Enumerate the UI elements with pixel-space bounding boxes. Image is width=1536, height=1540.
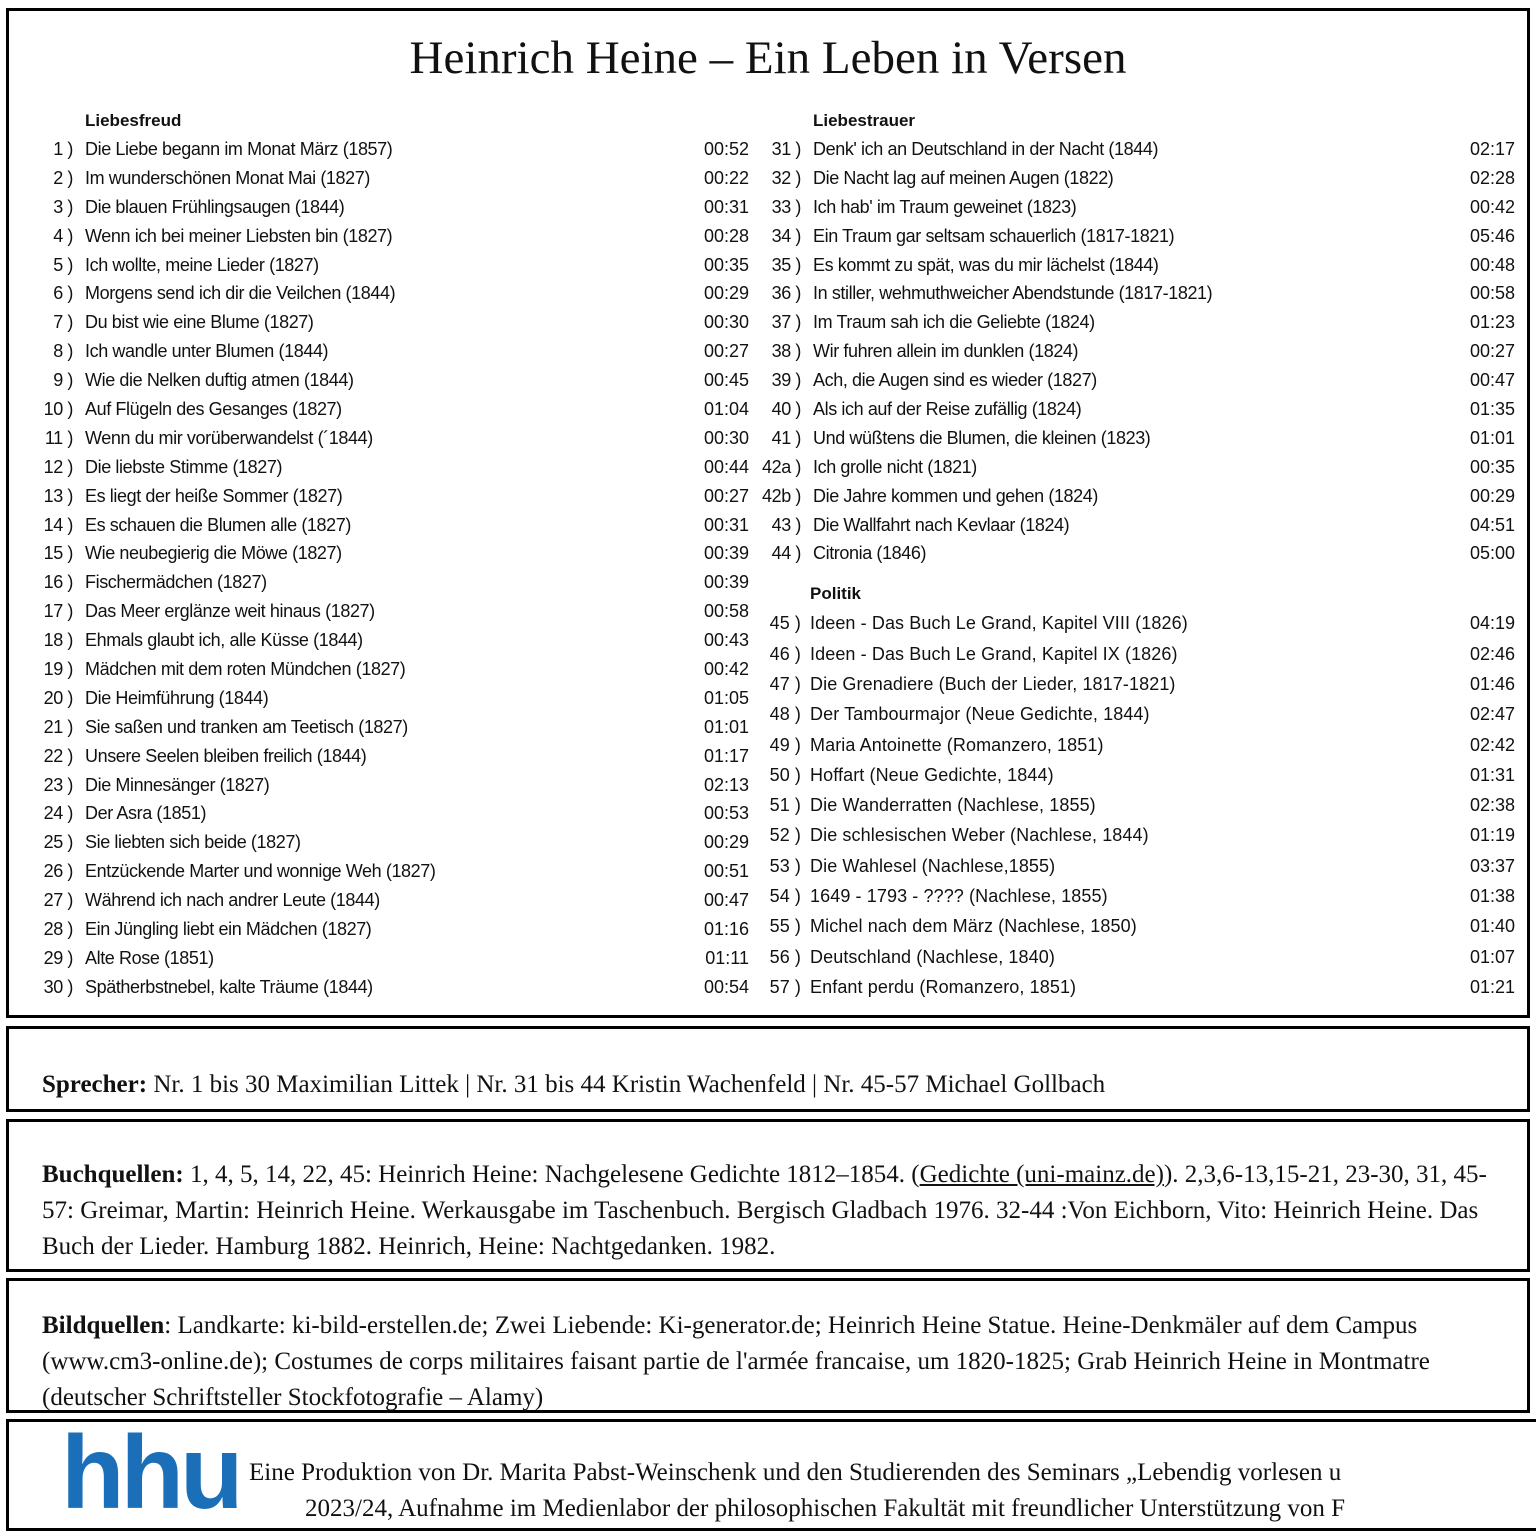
track-title: Denk' ich an Deutschland in der Nacht (1844) <box>813 139 1159 159</box>
track-title: Enfant perdu (Romanzero, 1851) <box>810 976 1077 997</box>
track-duration: 00:58 <box>1469 283 1515 304</box>
track-number: 12 ) <box>43 456 73 477</box>
track-row <box>755 790 1521 820</box>
track-duration: 00:29 <box>703 283 749 304</box>
track-duration: 00:44 <box>703 456 749 477</box>
track-title: Ein Traum gar seltsam schauerlich (1817-1821) <box>813 225 1175 246</box>
track-row <box>27 655 749 684</box>
track-row <box>755 911 1521 941</box>
track-duration: 00:31 <box>703 514 749 535</box>
track-row <box>755 366 1521 395</box>
track-number: 55 ) <box>769 916 801 937</box>
track-title: Ich grolle nicht (1821) <box>813 456 977 477</box>
track-title: Ich wollte, meine Lieder (1827) <box>85 254 319 275</box>
track-title: Die Jahre kommen und gehen (1824) <box>813 485 1098 506</box>
track-number: 7 ) <box>53 312 73 333</box>
track-duration: 01:01 <box>1469 427 1515 448</box>
track-duration: 02:28 <box>1469 167 1515 188</box>
track-title: Entzückende Marter und wonnige Weh (1827) <box>85 861 436 882</box>
track-duration: 00:45 <box>703 370 749 391</box>
track-duration: 01:35 <box>1469 399 1515 420</box>
track-number: 47 ) <box>769 673 801 694</box>
track-title: Es kommt zu spät, was du mir lächelst (1844) <box>813 254 1159 275</box>
track-title: Unsere Seelen bleiben freilich (1844) <box>85 745 367 766</box>
track-row <box>27 424 749 453</box>
track-duration: 00:42 <box>1469 196 1515 217</box>
track-title: Ach, die Augen sind es wieder (1827) <box>813 370 1097 391</box>
track-number: 56 ) <box>769 946 801 967</box>
track-duration: 00:35 <box>703 254 749 275</box>
track-row <box>755 337 1521 366</box>
track-duration: 02:13 <box>703 774 749 795</box>
track-number: 6 ) <box>53 283 73 304</box>
track-number: 32 ) <box>771 167 801 188</box>
image-sources-label: Bildquellen <box>42 1312 165 1339</box>
track-duration: 00:47 <box>703 890 749 911</box>
track-duration: 00:51 <box>703 861 749 882</box>
track-number: 18 ) <box>43 630 73 651</box>
track-number: 50 ) <box>769 764 801 785</box>
track-title: Im Traum sah ich die Geliebte (1824) <box>813 312 1095 333</box>
track-title: Die schlesischen Weber (Nachlese, 1844) <box>810 825 1149 846</box>
track-row <box>755 851 1521 881</box>
track-title: Ich hab' im Traum geweinet (1823) <box>813 196 1077 217</box>
track-number: 49 ) <box>769 734 801 755</box>
page-title: Heinrich Heine – Ein Leben in Versen <box>409 32 1127 84</box>
track-title: Ehmals glaubt ich, alle Küsse (1844) <box>85 630 363 651</box>
track-number: 53 ) <box>769 855 801 876</box>
track-title: Die Liebe begann im Monat März (1857) <box>85 139 393 159</box>
track-number: 30 ) <box>43 976 73 997</box>
track-number: 4 ) <box>53 225 73 246</box>
speaker-content: Nr. 1 bis 30 Maximilian Littek | Nr. 31 bis 44 Kristin Wachenfeld | Nr. 45-57 Michael Gollbach <box>147 1071 1106 1098</box>
track-duration: 00:28 <box>703 225 749 246</box>
track-row <box>27 135 749 164</box>
track-title: Die Minnesänger (1827) <box>85 774 270 795</box>
book-sources-part2: ). 2,3,6-13,15-21, 23-30, 31, 45-57: Greimar, Martin: Heinrich Heine. Werkausgabe im Taschenbuch. Bergisch Gladbach 1976. 32-44 :Von Eichborn, Vito: Heinrich Heine. Das Buch der Lieder. Hamburg 1882. Heinrich, Heine: Nachtgedanken. 1982. <box>42 1161 1487 1260</box>
image-sources-text <box>42 1308 1513 1416</box>
track-duration: 01:46 <box>1469 673 1515 694</box>
track-duration: 02:47 <box>1469 704 1515 725</box>
track-duration: 00:31 <box>703 196 749 217</box>
track-number: 33 ) <box>771 196 801 217</box>
track-number: 57 ) <box>769 976 801 997</box>
track-number: 11 ) <box>44 427 73 448</box>
track-number: 1 ) <box>53 139 73 159</box>
track-duration: 00:47 <box>1469 370 1515 391</box>
track-number: 29 ) <box>43 947 73 968</box>
track-row <box>27 828 749 857</box>
track-duration: 00:29 <box>1469 485 1515 506</box>
track-title: Wie neubegierig die Möwe (1827) <box>85 543 342 564</box>
track-number: 2 ) <box>53 167 73 188</box>
track-row <box>755 135 1521 164</box>
track-duration: 01:23 <box>1469 312 1515 333</box>
track-duration: 00:27 <box>1469 341 1515 362</box>
track-row <box>27 193 749 222</box>
track-row <box>27 857 749 886</box>
track-title: Das Meer erglänze weit hinaus (1827) <box>85 601 375 622</box>
track-row <box>27 944 749 973</box>
track-row <box>755 539 1521 568</box>
track-number: 31 ) <box>771 139 801 159</box>
track-number: 5 ) <box>53 254 73 275</box>
track-row <box>27 251 749 280</box>
track-duration: 00:35 <box>1469 456 1515 477</box>
track-title: Es schauen die Blumen alle (1827) <box>85 514 351 535</box>
track-row <box>27 308 749 337</box>
track-title: Die Wanderratten (Nachlese, 1855) <box>810 795 1096 816</box>
track-row <box>27 164 749 193</box>
production-credit <box>249 1455 1345 1527</box>
track-title: Als ich auf der Reise zufällig (1824) <box>813 399 1082 420</box>
track-duration: 04:19 <box>1469 613 1515 634</box>
track-number: 13 ) <box>43 485 73 506</box>
track-row <box>755 453 1521 482</box>
track-duration: 02:17 <box>1469 139 1515 159</box>
track-number: 36 ) <box>771 283 801 304</box>
track-row <box>755 760 1521 790</box>
track-row <box>755 511 1521 540</box>
track-row <box>27 482 749 511</box>
track-row <box>755 881 1521 911</box>
track-row <box>27 453 749 482</box>
track-title: Michel nach dem März (Nachlese, 1850) <box>810 916 1137 937</box>
track-title: Die Heimführung (1844) <box>85 687 269 708</box>
section-heading-liebesfreud: Liebesfreud <box>85 111 182 130</box>
track-number: 54 ) <box>769 886 801 907</box>
track-row <box>27 684 749 713</box>
track-row <box>27 395 749 424</box>
track-duration: 02:38 <box>1469 795 1515 816</box>
track-duration: 02:46 <box>1469 643 1515 664</box>
track-row <box>755 608 1521 638</box>
track-number: 45 ) <box>769 613 801 634</box>
track-row <box>755 820 1521 850</box>
track-duration: 01:05 <box>703 687 749 708</box>
speaker-text <box>42 1067 1513 1103</box>
book-sources-part1: 1, 4, 5, 14, 22, 45: Heinrich Heine: Nachgelesene Gedichte 1812–1854. ( <box>183 1161 920 1188</box>
track-duration: 02:42 <box>1469 734 1515 755</box>
track-row <box>755 972 1521 1002</box>
track-duration: 01:21 <box>1469 976 1515 997</box>
track-title: Es liegt der heiße Sommer (1827) <box>85 485 343 506</box>
track-duration: 05:00 <box>1469 543 1515 564</box>
track-duration: 00:27 <box>703 341 749 362</box>
tracklist-left-column <box>27 107 749 1002</box>
track-row <box>27 597 749 626</box>
track-number: 21 ) <box>43 716 73 737</box>
track-list-liebestrauer <box>755 135 1521 568</box>
track-number: 26 ) <box>43 861 73 882</box>
track-title: Citronia (1846) <box>813 543 927 564</box>
track-number: 16 ) <box>43 572 73 593</box>
track-number: 35 ) <box>771 254 801 275</box>
track-number: 43 ) <box>771 514 801 535</box>
track-title: Ideen - Das Buch Le Grand, Kapitel VIII (1826) <box>810 613 1188 634</box>
book-sources-link[interactable]: Gedichte (uni-mainz.de) <box>919 1161 1164 1188</box>
track-row <box>27 799 749 828</box>
track-row <box>27 337 749 366</box>
book-sources-text <box>42 1157 1513 1265</box>
track-number: 40 ) <box>771 399 801 420</box>
track-title: Maria Antoinette (Romanzero, 1851) <box>810 734 1104 755</box>
track-duration: 01:40 <box>1469 916 1515 937</box>
track-duration: 00:22 <box>703 167 749 188</box>
track-title: Sie liebten sich beide (1827) <box>85 832 301 853</box>
track-list-liebesfreud <box>27 135 749 1002</box>
track-duration: 01:11 <box>705 947 749 968</box>
tracklist-right-column <box>755 107 1521 1002</box>
track-duration: 01:07 <box>1469 946 1515 967</box>
track-number: 51 ) <box>769 795 801 816</box>
book-sources-panel <box>6 1119 1530 1272</box>
track-row <box>755 308 1521 337</box>
track-row <box>27 713 749 742</box>
track-row <box>755 424 1521 453</box>
track-title: Wenn du mir vorüberwandelst (´1844) <box>85 427 373 448</box>
track-duration: 01:16 <box>703 919 749 940</box>
track-title: Die Grenadiere (Buch der Lieder, 1817-1821) <box>810 673 1176 694</box>
section-heading-liebestrauer: Liebestrauer <box>813 111 916 130</box>
track-row <box>27 973 749 1002</box>
track-number: 39 ) <box>771 370 801 391</box>
track-title: Auf Flügeln des Gesanges (1827) <box>85 399 342 420</box>
track-number: 25 ) <box>43 832 73 853</box>
track-row <box>755 395 1521 424</box>
track-row <box>27 771 749 800</box>
track-number: 46 ) <box>769 643 801 664</box>
track-number: 19 ) <box>43 659 73 680</box>
tracklist-panel <box>6 8 1530 1018</box>
track-number: 22 ) <box>43 745 73 766</box>
track-title: Die Wallfahrt nach Kevlaar (1824) <box>813 514 1070 535</box>
track-row <box>755 482 1521 511</box>
speaker-panel <box>6 1026 1530 1112</box>
track-row <box>755 639 1521 669</box>
image-sources-panel <box>6 1278 1530 1413</box>
track-title: Hoffart (Neue Gedichte, 1844) <box>810 764 1054 785</box>
track-row <box>755 164 1521 193</box>
track-title: Der Tambourmajor (Neue Gedichte, 1844) <box>810 704 1150 725</box>
track-row <box>755 279 1521 308</box>
track-title: Ein Jüngling liebt ein Mädchen (1827) <box>85 919 372 940</box>
credits-panel <box>6 1419 1536 1531</box>
track-title: Deutschland (Nachlese, 1840) <box>810 946 1055 967</box>
track-duration: 00:43 <box>703 630 749 651</box>
track-title: Die Wahlesel (Nachlese,1855) <box>810 855 1056 876</box>
track-row <box>27 626 749 655</box>
track-title: Mädchen mit dem roten Mündchen (1827) <box>85 659 406 680</box>
track-duration: 00:39 <box>703 572 749 593</box>
track-duration: 00:48 <box>1469 254 1515 275</box>
track-duration: 00:27 <box>703 485 749 506</box>
track-number: 3 ) <box>53 196 73 217</box>
track-row <box>755 730 1521 760</box>
track-duration: 01:19 <box>1469 825 1515 846</box>
track-title: Ich wandle unter Blumen (1844) <box>85 341 329 362</box>
track-title: Während ich nach andrer Leute (1844) <box>85 890 380 911</box>
track-duration: 01:38 <box>1469 886 1515 907</box>
track-row <box>27 915 749 944</box>
track-duration: 00:39 <box>703 543 749 564</box>
track-number: 28 ) <box>43 919 73 940</box>
track-duration: 01:04 <box>703 399 749 420</box>
track-duration: 01:31 <box>1469 764 1515 785</box>
track-title: Morgens send ich dir die Veilchen (1844) <box>85 283 396 304</box>
track-title: Spätherbstnebel, kalte Träume (1844) <box>85 976 373 997</box>
track-row <box>755 222 1521 251</box>
track-title: Die Nacht lag auf meinen Augen (1822) <box>813 167 1114 188</box>
track-number: 27 ) <box>43 890 73 911</box>
image-sources-content: : Landkarte: ki-bild-erstellen.de; Zwei Liebende: Ki-generator.de; Heinrich Heine Statue. Heine-Denkmäler auf dem Campus (www.cm3-online.de); Costumes de corps militaires faisant partie de l'armée francaise, um 1820-1825; Grab Heinrich Heine in Montmatre (deutscher Schriftsteller Stockfotografie – Alamy) <box>42 1312 1430 1411</box>
track-title: Und wüßtens die Blumen, die kleinen (1823) <box>813 427 1151 448</box>
track-row <box>27 886 749 915</box>
track-row <box>755 942 1521 972</box>
speaker-label: Sprecher: <box>42 1071 148 1098</box>
track-title: Die blauen Frühlingsaugen (1844) <box>85 196 345 217</box>
track-title: Der Asra (1851) <box>85 803 207 824</box>
track-row <box>27 279 749 308</box>
track-duration: 00:42 <box>703 659 749 680</box>
track-row <box>755 669 1521 699</box>
track-title: Fischermädchen (1827) <box>85 572 267 593</box>
track-number: 37 ) <box>771 312 801 333</box>
track-duration: 03:37 <box>1469 855 1515 876</box>
track-number: 38 ) <box>771 341 801 362</box>
track-number: 44 ) <box>771 543 801 564</box>
track-duration: 00:30 <box>703 312 749 333</box>
track-title: In stiller, wehmuthweicher Abendstunde (1817-1821) <box>813 283 1213 304</box>
track-title: Im wunderschönen Monat Mai (1827) <box>85 167 370 188</box>
hhu-logo-text: hhu <box>61 1430 240 1520</box>
track-number: 52 ) <box>769 825 801 846</box>
credit-line-1: Eine Produktion von Dr. Marita Pabst-Weinschenk und den Studierenden des Seminars „Lebendig vorlesen u <box>249 1459 1342 1486</box>
track-number: 9 ) <box>53 370 73 391</box>
track-row <box>27 222 749 251</box>
track-number: 34 ) <box>771 225 801 246</box>
track-duration: 00:29 <box>703 832 749 853</box>
track-duration: 00:30 <box>703 427 749 448</box>
track-title: Ideen - Das Buch Le Grand, Kapitel IX (1826) <box>810 643 1178 664</box>
track-list-politik <box>755 608 1521 1002</box>
track-title: Wir fuhren allein im dunklen (1824) <box>813 341 1079 362</box>
track-row <box>27 366 749 395</box>
track-row <box>755 699 1521 729</box>
track-row <box>27 568 749 597</box>
track-number: 48 ) <box>769 704 801 725</box>
track-number: 42b ) <box>761 485 801 506</box>
track-number: 10 ) <box>43 399 73 420</box>
track-number: 24 ) <box>43 803 73 824</box>
track-duration: 01:01 <box>703 716 749 737</box>
track-number: 41 ) <box>771 427 801 448</box>
track-duration: 05:46 <box>1469 225 1515 246</box>
track-duration: 01:17 <box>703 745 749 766</box>
track-title: Du bist wie eine Blume (1827) <box>85 312 314 333</box>
track-duration: 00:53 <box>703 803 749 824</box>
track-duration: 00:52 <box>703 139 749 159</box>
track-number: 20 ) <box>43 687 73 708</box>
track-number: 8 ) <box>53 341 73 362</box>
track-duration: 00:54 <box>703 976 749 997</box>
section-heading-politik: Politik <box>810 584 862 604</box>
track-number: 15 ) <box>43 543 73 564</box>
hhu-logo <box>59 1430 249 1520</box>
track-title: Sie saßen und tranken am Teetisch (1827) <box>85 716 408 737</box>
track-number: 42a ) <box>761 456 801 477</box>
track-duration: 04:51 <box>1469 514 1515 535</box>
track-title: Alte Rose (1851) <box>85 947 214 968</box>
track-number: 17 ) <box>43 601 73 622</box>
track-duration: 00:58 <box>703 601 749 622</box>
track-row <box>27 511 749 540</box>
track-row <box>755 251 1521 280</box>
book-sources-label: Buchquellen: <box>42 1161 184 1188</box>
credit-line-2: 2023/24, Aufnahme im Medienlabor der philosophischen Fakultät mit freundlicher Unterstützung von F <box>305 1495 1346 1522</box>
track-row <box>755 193 1521 222</box>
track-number: 14 ) <box>43 514 73 535</box>
track-number: 23 ) <box>43 774 73 795</box>
track-row <box>27 742 749 771</box>
track-title: Wenn ich bei meiner Liebsten bin (1827) <box>85 225 393 246</box>
track-title: Die liebste Stimme (1827) <box>85 456 283 477</box>
track-title: 1649 - 1793 - ???? (Nachlese, 1855) <box>810 886 1108 907</box>
track-title: Wie die Nelken duftig atmen (1844) <box>85 370 354 391</box>
track-row <box>27 539 749 568</box>
